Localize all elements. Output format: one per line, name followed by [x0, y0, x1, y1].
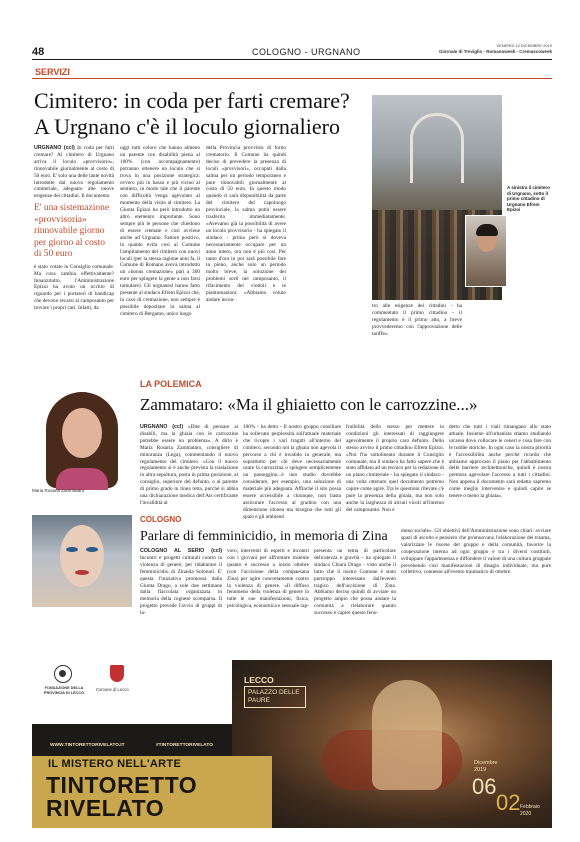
article2-col1-text: «Dite di pensare ai disabili, ma la ghiaia con le carrozzine potrebbe essere un problema». A dirlo è Maria Rosaria Zammataro, consigliere di minoranza (Lega), commentando il nuovo regolamento del cimitero. «Con il nuovo regolamento si è anche prevista la traslazione in altra sepoltura, posta in prima posizione, al consiglio, superiore del defunto, o al parente di primo grado in linea retta, purché si abbia una dichiarazione medica dell'Ats certificante l'invalidità al	[140, 424, 239, 506]
page-date: VENERDÌ 13 DICEMBRE 2019	[496, 43, 552, 48]
article2-col2-text: 100% - ha detto - Il nostro gruppo consiliare ha sollevato perplessità sull'attuale materiale che ricopre i vari tragitti all'interno del cimitero, secondo noi la ghiaia non agevola il percorso a chi è invalido in generale, ma soprattutto per chi deve necessariamente usare la carrozzina o spingere semplicemente un passeggino...è uno studio dovrebbe considerare, per esempio, una soluzione di materiale più adeguata. Affinché il sito possa essere accessibile a chiunque, non basta assicurare l'accesso al gradino con una dimensione idonea ma bisogna che tutti gli spazi e gli ambienti	[243, 424, 341, 520]
article2-photo-caption: Maria Rosaria Zammataro	[32, 488, 85, 493]
ad-end-day: 02	[496, 790, 521, 815]
ad-social-hashtag[interactable]: #TINTORETTORIVELATO	[156, 743, 213, 748]
lecco-crest-icon	[110, 665, 124, 682]
article1-photo-caption: A sinistra il cimitero di Urgnano, sotto il primo cittadino di Urgnano Efrem Epizoi	[507, 185, 550, 213]
page-section-places: COLOGNO - URGNANO	[252, 47, 361, 57]
ad-start-month: Dicembre	[474, 760, 498, 766]
councillor-top-shape	[56, 468, 108, 490]
article3-column-3	[314, 548, 396, 652]
article2-column-2	[243, 424, 341, 520]
councillor-face-shape	[62, 408, 102, 458]
ad-website-link[interactable]: WWW.TINTORETTORIVELATO.IT	[50, 743, 125, 748]
article1-col3-text: della Provincia provvisto di forno crematorio. Il Comune ha quindi deciso di prevedere la presenza di loculi «provvisori», occupati dalla salma per un periodo temporaneo e pure rinnovabili giornalmente al costo di 50 euro. In questo modo quando ci sarà disponibilità da parte del cimitero del capoluogo provinciale, la salma potrà essere trasferita immediatamente. «Avevamo già la possibilità di avere un loculo provvisorio - ha spiegato il sindaco - prima però si doveva necessariamente occupare per un anno intero, ora non è più così. Per tanto d'ora in poi sarà possibile fare in pieno, anche solo un periodo molto breve, la soluzione dei problemi sorti nel camposanto, il rifacimento dei viottoli e le piantumazioni. «Abbiamo voluto andare incon-	[206, 145, 286, 303]
article2-title: Zammataro: «Ma il ghiaietto con le carrozzine...»	[140, 395, 478, 414]
page-header	[32, 43, 552, 60]
zina-lips-shape	[75, 570, 89, 575]
ad-sponsor-logos	[32, 660, 232, 724]
councillor-portrait-photo	[32, 382, 132, 486]
article1-col4-text: tro alle esigenze dei cittadini - ha commentato il primo cittadino - il regolamento è il primo atto, a breve provvederemo con l'approvazione delle tariffe».	[372, 303, 462, 337]
ad-end-month: Febbraio	[520, 804, 540, 810]
mayor-portrait-photo	[465, 215, 507, 287]
article1-column-1	[34, 145, 114, 373]
article3-column-4	[401, 528, 551, 652]
zina-eye-shape	[86, 547, 98, 552]
ad-sponsor-1: FONDAZIONE DELLA PROVINCIA DI LECCO	[43, 686, 85, 695]
article2-dateline: URGNANO (ccl)	[140, 424, 184, 430]
article2-column-1	[140, 424, 238, 506]
article1-dateline: URGNANO (ccl)	[34, 145, 75, 151]
section-bar	[32, 67, 552, 79]
ad-start-day: 06	[472, 774, 497, 799]
article3-col4-text: meno sociale». Gli obiettivi dell'Amministrazione sono chiari: avviare spazi di ascolto e pensiero che promuovano l'elaborazione del trauma, valorizzare le risorse del gruppo e della comunità, favorire la cooperazione interna ad ogni gruppo e tra i diversi costituiti, sviluppare l'appartenenza e diffondere il valore di una cultura gruppale prevenendo così manifestazioni di disagio individuale, ma pure collettivo, connesse all'evento traumatico di ottobre.	[401, 528, 551, 576]
ad-sponsor-2: Comune di Lecco	[96, 687, 129, 692]
section-label: SERVIZI	[35, 67, 70, 77]
ad-date-range	[472, 760, 548, 824]
article1-pullquote: E' una sistemazione «provvisoria» rinnovabile giorno per giorno al costo di 50 euro	[34, 203, 110, 260]
tintoretto-advertisement[interactable]	[32, 660, 552, 828]
article3-title: Parlare di femminicidio, in memoria di Zina	[140, 529, 388, 544]
article3-col3-text: presenta un tema di particolare delicatezza e gravità - ha spiegato il sindaco Chiara Drago - visto anche il lutto che il nostro Comune è stato purtroppo interessato dall'evento tragico dell'uccisione di Zina. Abbiamo deciso quindi di avviare un progetto ampio che possa aiutare la comunità a rielaborare quanto successo e capire questo feno-	[314, 548, 396, 617]
page-number: 48	[32, 46, 45, 58]
portrait-hair-shape	[476, 224, 498, 236]
article2-column-3	[346, 424, 444, 513]
article1-column-4	[372, 303, 462, 373]
ad-city: LECCO	[244, 675, 274, 685]
foundation-logo-icon	[54, 665, 72, 683]
article2-col3-text: fruibilità dello stesso per mettere in condizioni gli interessati di raggiungere agevolmente il proprio caro defunto. Dello stesso avviso il primo cittadino Efrem Epizoi. «Noi l'ho sottolineato durante il Consiglio comunale, ma il sindaco ha fatto sapere che è stato affidato ad un tecnico per la redazione di un piano cimiteriale - ha spiegato il sindaco - una volta ottenuto quel documento potremo capire come agire. Tra le questioni rilevate c'è pure la presenza della ghiaia, ma non solo anche la larghezza di alcuni vicoli all'interno del camposanto. Non è	[346, 424, 444, 513]
article3-col1-text: Incontri e progetti culturali contro la violenza di genere, per ridaburare il femminicidio di Zinaida Solonari. E' questa l'iniziativa promossa dalla Giunta Drago, a sole due settimane dalla fiaccolata organizzata in memoria della cognese scomparsa. Il progetto prevede l'avvio di gruppi di la-	[140, 554, 222, 617]
article3-column-1	[140, 548, 222, 652]
painting-figure-shape	[372, 680, 442, 790]
article3-kicker: COLOGNO	[140, 515, 182, 524]
article1-col2-text: oggi tutti coloro che hanno almeno un parente con disabilità piena al 100% (con accompagnamento) potranno ottenere un loculo che si trova in una posizione strategica: ovvero più in basso e più vicino al sentiero, in modo tale che il parente con difficoltà venga agevolato al momento della visita al cimitero. La Giunta Epizoi ha però introdotto un altro elemento importante. Sono sempre più le persone che chiedono di essere cremate e così avviene anche ad Urgnano. Fattore positivo, in quanto evita così al Comune l'ampliamento del cimitero con nuovi loculi (per la stessa ragione anni fa, il Comune di Romano aveva introdotto un «bonus cremazione» pari a 300 euro per spingere la gente a non farsi tumulare). Gli urgnanesi hanno fatto presente al sindaco Efrem Epizoi che, in caso di cremazione, non sempre è possibile depositare la salma al cimitero di Bergamo, unico luogo	[120, 145, 201, 317]
article2-kicker: LA POLEMICA	[140, 379, 202, 389]
article1-title: Cimitero: in coda per farti cremare? A Urgnano c'è il loculo giornaliero	[34, 88, 350, 139]
ad-start-year: 2019	[474, 767, 487, 773]
zina-portrait-photo	[32, 515, 132, 607]
ad-subtitle: IL MISTERO NELL'ARTE	[48, 758, 182, 770]
article3-column-2	[227, 548, 309, 652]
article1-col1-text2: è stato votato in Consiglio comunale. Ma cosa cambia effettivamente? Innanzitutto, l'Amministrazione Epizoi ha avuto un occhio di riguardo per i portatori di handicap che devono recarsi al camposanto per trovare i propri cari. Infatti, da	[34, 263, 114, 312]
zina-face-shape	[60, 525, 104, 587]
article2-column-4	[449, 424, 551, 506]
article3-dateline: COLOGNO AL SERIO (ccl)	[140, 548, 222, 554]
ad-main-title: TINTORETTO RIVELATO	[46, 772, 198, 821]
article1-col1-text: In coda per farti cremare? Al cimitero di Urgnano arriva il loculo «provvisorio», rinnovabile giornalmente al costo di 50 euro. E' solo una delle tante novità introdotte dal nuovo regolamento cimiteriale, adeguato alle nuove esigenze dei cittadini. Il documento	[34, 145, 115, 200]
article3-col2-text: voro, interventi di esperti e incontri con i giovani per affrontare insieme quanto è successo a inizio ottobre (con l'uccisione della compaesana Zina) per agire concretamente contro la violenza di genere. «Il diffuso fenomeno della violenza di genere in tutte le sue manifestazioni, fisica, psicologica, economica e sessuale rap-	[227, 548, 309, 610]
paper-name: Giornale di Treviglio - Romanoweek - Cremascoweek	[438, 49, 552, 54]
cemetery-arch-shape	[410, 113, 464, 183]
zina-eye-shape	[66, 547, 78, 552]
article1-column-2	[120, 145, 200, 373]
article2-col4-text: detto che tutti i viali rimangano allo stato attuale. Insieme all'urbanista stiamo studiando un'area dove collocare le ceneri e cosa fare con le tombe storiche. In ogni caso la nostra priorità è l'accessibilità anche perché ricordo che abbiamo approvato il piano per l'abbattimento delle barriere architettoniche, quindi è nostra premura agevolare l'accesso a tutti i cittadini. Non appena il documento sarà redatto sapremo come meglio intervenire e quindi capire se tenere o meno la ghiaia».	[449, 424, 551, 500]
ad-end-year: 2020	[520, 811, 532, 817]
ad-venue: PALAZZO DELLE PAURE	[244, 686, 306, 708]
article1-column-3	[206, 145, 286, 373]
